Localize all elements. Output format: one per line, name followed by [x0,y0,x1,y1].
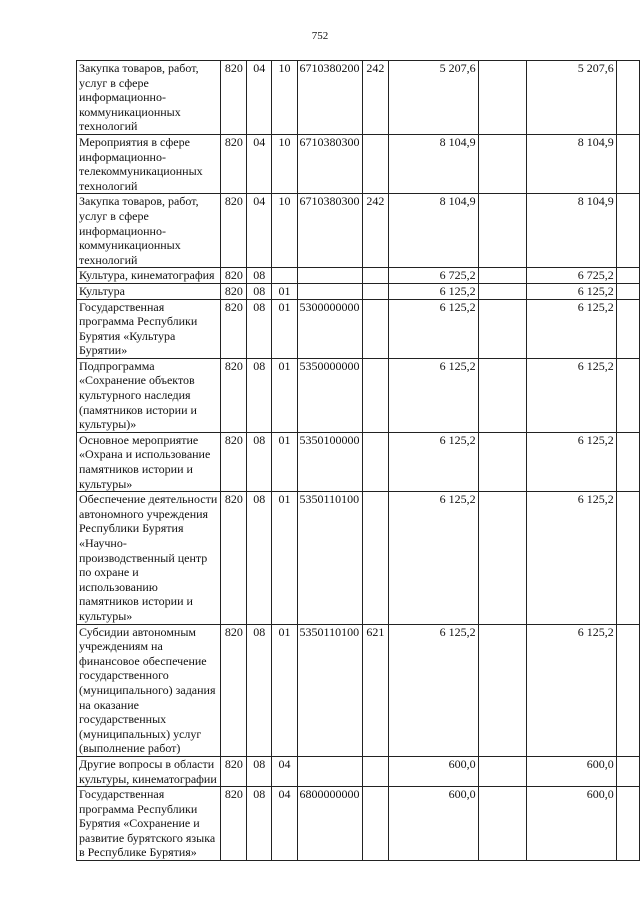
empty-cell [478,134,527,193]
section-code-cell: 08 [247,432,272,491]
total-amount-cell: 6 125,2 [527,283,616,299]
expense-type-cell [362,134,389,193]
admin-code-cell: 820 [221,134,247,193]
target-article-cell: 6800000000 [297,787,362,861]
empty-cell [616,358,639,432]
total-amount-cell: 5 207,6 [527,61,616,135]
empty-cell [478,194,527,268]
expense-name-cell: Обеспечение деятельности автономного учреждения Республики Бурятия «Научно-производственный центр по охране и использованию памятников истории и культуры» [77,492,221,624]
expense-type-cell [362,756,389,786]
expense-type-cell [362,358,389,432]
budget-table-body [77,61,640,861]
expense-type-cell: 242 [362,61,389,135]
expense-type-cell [362,268,389,284]
total-amount-cell: 600,0 [527,787,616,861]
admin-code-cell: 820 [221,358,247,432]
amount-cell: 600,0 [389,756,478,786]
table-row [77,283,640,299]
target-article-cell [297,283,362,299]
section-code-cell: 08 [247,492,272,624]
expense-name-cell: Культура [77,283,221,299]
total-amount-cell: 6 125,2 [527,358,616,432]
amount-cell: 8 104,9 [389,194,478,268]
amount-cell: 6 725,2 [389,268,478,284]
target-article-cell: 5300000000 [297,299,362,358]
budget-table [76,60,640,861]
table-row [77,756,640,786]
section-code-cell: 08 [247,283,272,299]
expense-type-cell [362,492,389,624]
amount-cell: 6 125,2 [389,432,478,491]
empty-cell [478,432,527,491]
target-article-cell [297,268,362,284]
table-row [77,492,640,624]
total-amount-cell: 6 725,2 [527,268,616,284]
subsection-code-cell: 01 [272,624,297,756]
amount-cell: 5 207,6 [389,61,478,135]
empty-cell [478,756,527,786]
subsection-code-cell [272,268,297,284]
subsection-code-cell: 04 [272,787,297,861]
subsection-code-cell: 01 [272,358,297,432]
admin-code-cell: 820 [221,432,247,491]
section-code-cell: 04 [247,194,272,268]
empty-cell [478,299,527,358]
subsection-code-cell: 01 [272,432,297,491]
table-row [77,134,640,193]
admin-code-cell: 820 [221,492,247,624]
subsection-code-cell: 01 [272,283,297,299]
target-article-cell: 6710380300 [297,194,362,268]
target-article-cell: 5350000000 [297,358,362,432]
total-amount-cell: 8 104,9 [527,194,616,268]
amount-cell: 6 125,2 [389,624,478,756]
section-code-cell: 08 [247,358,272,432]
table-row [77,194,640,268]
subsection-code-cell: 04 [272,756,297,786]
expense-name-cell: Мероприятия в сфере информационно-телекоммуникационных технологий [77,134,221,193]
target-article-cell: 5350110100 [297,624,362,756]
subsection-code-cell: 10 [272,134,297,193]
section-code-cell: 04 [247,134,272,193]
section-code-cell: 04 [247,61,272,135]
table-row [77,358,640,432]
total-amount-cell: 6 125,2 [527,492,616,624]
section-code-cell: 08 [247,268,272,284]
empty-cell [478,624,527,756]
admin-code-cell: 820 [221,194,247,268]
total-amount-cell: 600,0 [527,756,616,786]
empty-cell [616,492,639,624]
page-number: 752 [311,30,329,42]
expense-name-cell: Основное мероприятие «Охрана и использование памятников истории и культуры» [77,432,221,491]
empty-cell [616,134,639,193]
empty-cell [478,492,527,624]
empty-cell [478,268,527,284]
empty-cell [478,283,527,299]
admin-code-cell: 820 [221,756,247,786]
expense-name-cell: Культура, кинематография [77,268,221,284]
empty-cell [616,283,639,299]
table-row [77,787,640,861]
table-row [77,432,640,491]
expense-name-cell: Закупка товаров, работ, услуг в сфере информационно-коммуникационных технологий [77,61,221,135]
empty-cell [616,624,639,756]
subsection-code-cell: 10 [272,194,297,268]
expense-type-cell: 242 [362,194,389,268]
expense-name-cell: Другие вопросы в области культуры, кинематографии [77,756,221,786]
empty-cell [616,787,639,861]
amount-cell: 600,0 [389,787,478,861]
table-row [77,61,640,135]
amount-cell: 8 104,9 [389,134,478,193]
total-amount-cell: 8 104,9 [527,134,616,193]
admin-code-cell: 820 [221,299,247,358]
section-code-cell: 08 [247,624,272,756]
section-code-cell: 08 [247,756,272,786]
table-row [77,268,640,284]
expense-type-cell [362,432,389,491]
target-article-cell: 5350100000 [297,432,362,491]
target-article-cell: 6710380200 [297,61,362,135]
expense-name-cell: Государственная программа Республики Бурятия «Сохранение и развитие бурятского языка в Республике Бурятия» [77,787,221,861]
empty-cell [616,432,639,491]
total-amount-cell: 6 125,2 [527,299,616,358]
admin-code-cell: 820 [221,787,247,861]
expense-name-cell: Подпрограмма «Сохранение объектов культурного наследия (памятников истории и культуры)» [77,358,221,432]
admin-code-cell: 820 [221,61,247,135]
admin-code-cell: 820 [221,268,247,284]
admin-code-cell: 820 [221,624,247,756]
section-code-cell: 08 [247,787,272,861]
empty-cell [478,358,527,432]
total-amount-cell: 6 125,2 [527,624,616,756]
expense-type-cell [362,787,389,861]
table-row [77,299,640,358]
empty-cell [616,268,639,284]
amount-cell: 6 125,2 [389,299,478,358]
empty-cell [616,61,639,135]
subsection-code-cell: 01 [272,492,297,624]
expense-name-cell: Закупка товаров, работ, услуг в сфере информационно-коммуникационных технологий [77,194,221,268]
expense-type-cell [362,299,389,358]
total-amount-cell: 6 125,2 [527,432,616,491]
amount-cell: 6 125,2 [389,492,478,624]
section-code-cell: 08 [247,299,272,358]
empty-cell [616,299,639,358]
expense-name-cell: Государственная программа Республики Бурятия «Культура Бурятии» [77,299,221,358]
empty-cell [478,787,527,861]
expense-name-cell: Субсидии автономным учреждениям на финансовое обеспечение государственного (муниципального) задания на оказание государственных (муниципальных) услуг (выполнение работ) [77,624,221,756]
subsection-code-cell: 10 [272,61,297,135]
empty-cell [616,756,639,786]
admin-code-cell: 820 [221,283,247,299]
empty-cell [616,194,639,268]
expense-type-cell [362,283,389,299]
amount-cell: 6 125,2 [389,358,478,432]
subsection-code-cell: 01 [272,299,297,358]
expense-type-cell: 621 [362,624,389,756]
amount-cell: 6 125,2 [389,283,478,299]
target-article-cell: 5350110100 [297,492,362,624]
empty-cell [478,61,527,135]
table-row [77,624,640,756]
target-article-cell [297,756,362,786]
target-article-cell: 6710380300 [297,134,362,193]
